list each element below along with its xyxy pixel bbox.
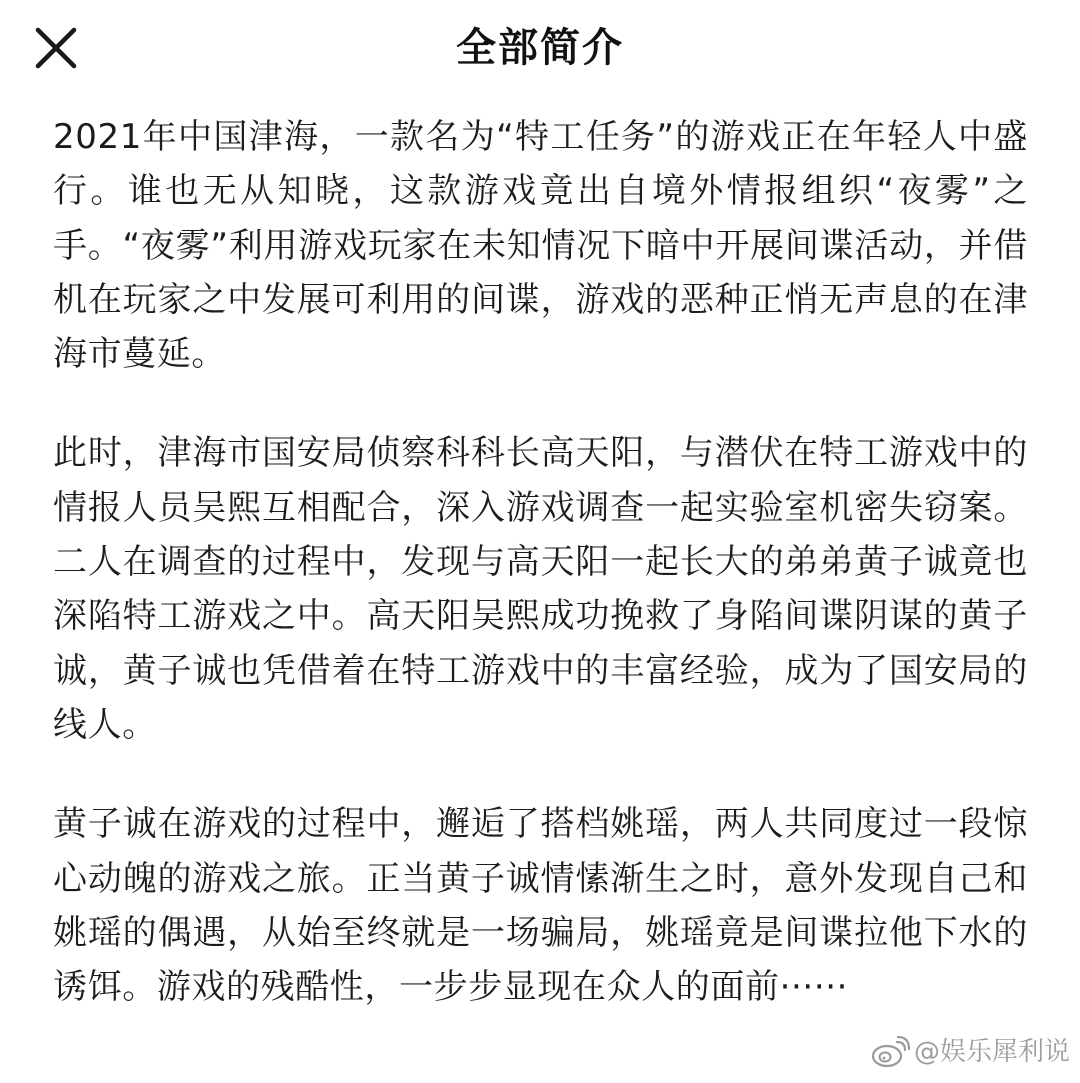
- header-bar: [0, 0, 1080, 100]
- page-title: 全部简介: [456, 25, 624, 71]
- watermark: [870, 1035, 1070, 1069]
- weibo-icon: [870, 1036, 910, 1068]
- synopsis-paragraph-1: 2021年中国津海，一款名为“特工任务”的游戏正在年轻人中盛行。谁也无从知晓，这款游戏竟出自境外情报组织“夜雾”之手。“夜雾”利用游戏玩家在未知情况下暗中开展间谍活动，并借机在玩家之中发展可利用的间谍，游戏的恶种正悄无声息的在津海市蔓延。: [53, 117, 1028, 375]
- watermark-text: @娱乐犀利说: [913, 1037, 1070, 1067]
- synopsis-content: [53, 110, 1028, 1014]
- synopsis-paragraph-2: 此时，津海市国安局侦察科科长高天阳，与潜伏在特工游戏中的情报人员吴熙互相配合，深入游戏调查一起实验室机密失窃案。二人在调查的过程中，发现与高天阳一起长大的弟弟黄子诚竟也深陷特工游戏之中。高天阳吴熙成功挽救了身陷间谍阴谋的黄子诚，黄子诚也凭借着在特工游戏中的丰富经验，成为了国安局的线人。: [53, 433, 1028, 745]
- synopsis-paragraph-3: 黄子诚在游戏的过程中，邂逅了搭档姚瑶，两人共同度过一段惊心动魄的游戏之旅。正当黄子诚情愫渐生之时，意外发现自己和姚瑶的偶遇，从始至终就是一场骗局，姚瑶竟是间谍拉他下水的诱饵。游戏的残酷性，一步步显现在众人的面前······: [53, 804, 1028, 1008]
